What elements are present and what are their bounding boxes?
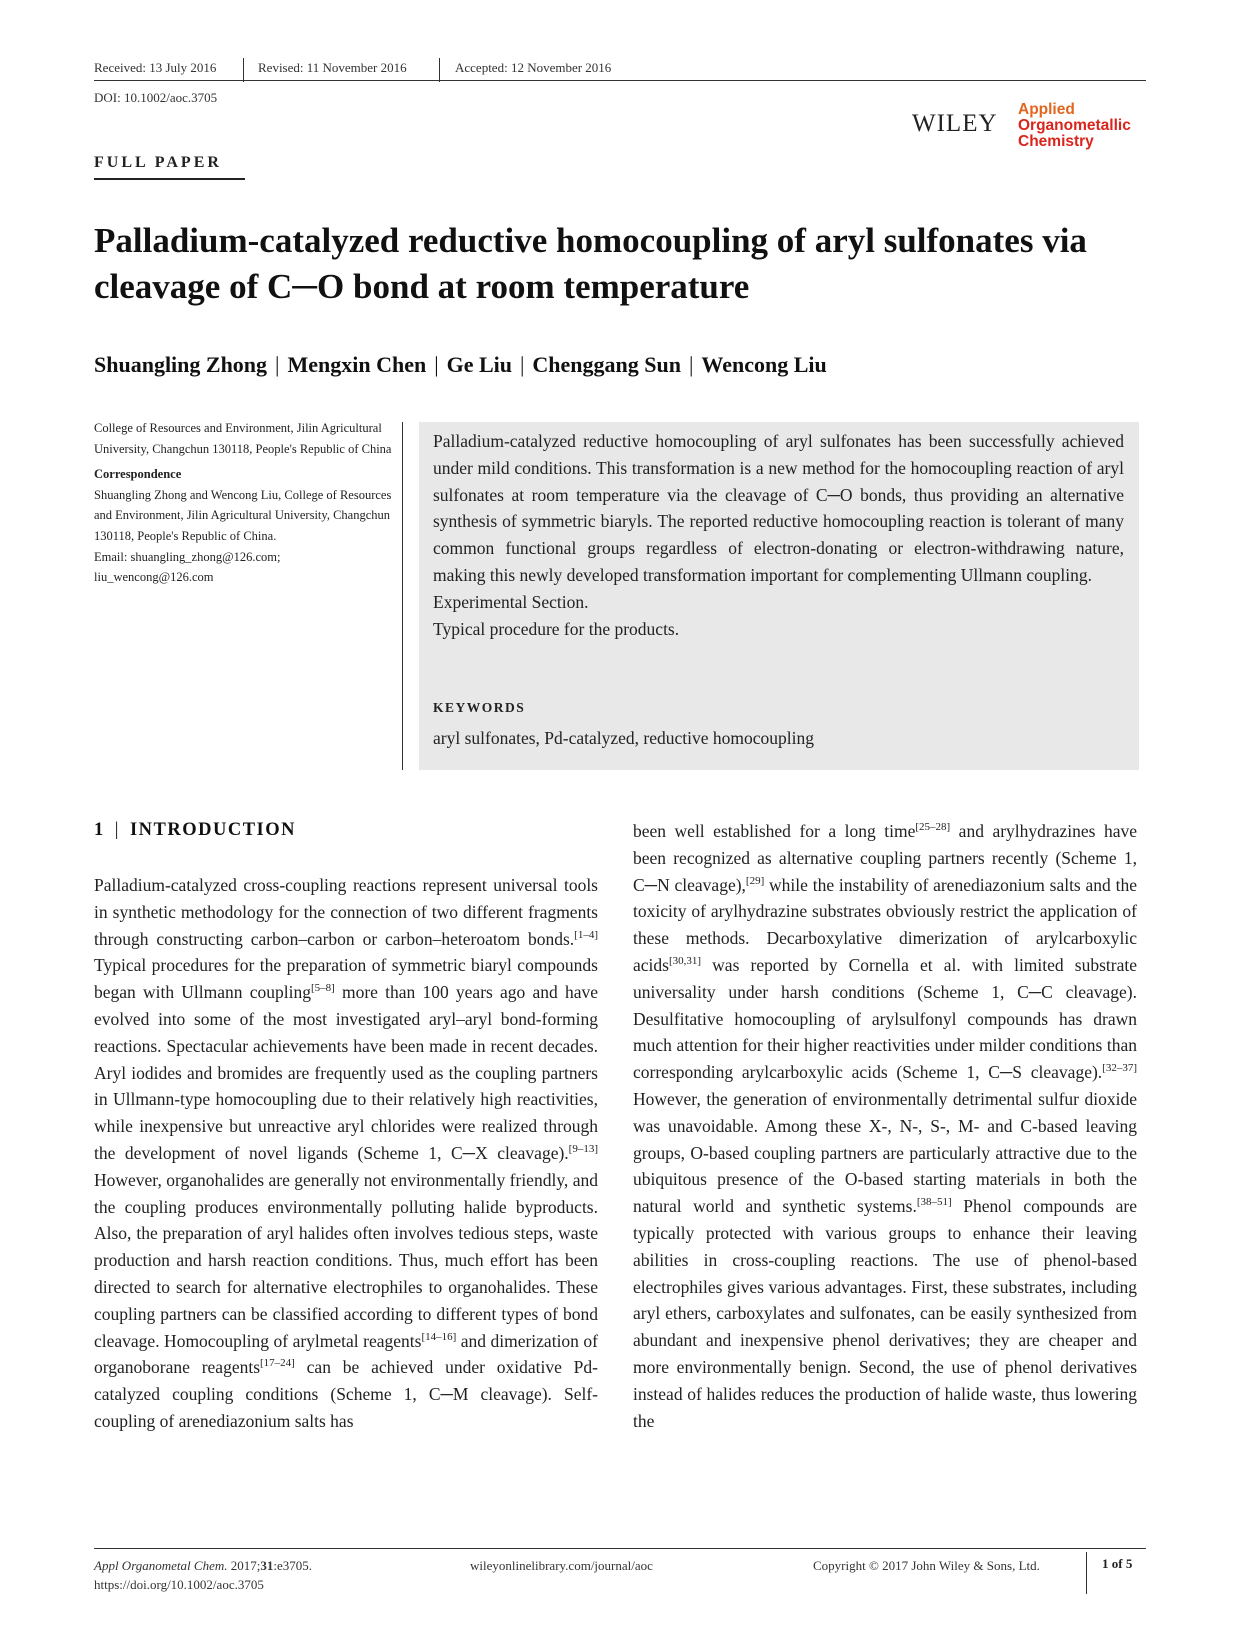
- header-divider: [243, 58, 244, 82]
- author: Shuangling Zhong: [94, 352, 268, 377]
- citation: [38–51]: [916, 1196, 952, 1209]
- institution: College of Resources and Environment, Jilin Agricultural University, Changchun 130118, People's Republic of China: [94, 421, 392, 456]
- citation: [17–24]: [260, 1357, 295, 1370]
- correspondence-address: Shuangling Zhong and Wencong Liu, College of Resources and Environment, Jilin Agricultural University, Changchun 130118, People's Republic of China.: [94, 487, 392, 543]
- abstract-text: Palladium-catalyzed reductive homocoupling of aryl sulfonates has been successfully achieved under mild conditions. This transformation is a new method for the homocoupling reaction of aryl sulfonates at room temperature via the cleavage of C─O bonds, thus providing an alternative synthesis of symmetric biaryls. The reported reductive homocoupling reaction is tolerant of many common functional groups regardless of electron-donating or electron-withdrawing nature, making this newly developed transformation important for complementing Ullmann coupling.: [433, 431, 1124, 585]
- author: Ge Liu: [446, 352, 513, 377]
- paragraph: been well established for a long time[25–28] and arylhydrazines have been recognized as alternative coupling partners recently (Scheme 1, C─N cleavage),[29] while the instability of arenediazonium salts and the toxicity of arylhydrazine substrates obviously restrict the application of these methods. Decarboxylative dimerization of arylcarboxylic acids[30,31] was reported by Cornella et al. with limited substrate universality under harsh conditions (Scheme 1, C─C cleavage). Desulfitative homocoupling of arylsulfonyl compounds has drawn much attention for their higher reactivities under milder conditions than corresponding arylcarboxylic acids (Scheme 1, C─S cleavage).[32–37] However, the generation of environmentally detrimental sulfur dioxide was unavoidable. Among these X-, N-, S-, M- and C-based leaving groups, O-based coupling partners are particularly attractive due to the ubiquitous presence of the O-based starting materials in both the natural world and synthetic systems.[38–51] Phenol compounds are typically protected with various groups to enhance their leaving abilities in cross-coupling reactions. The use of phenol-based electrophiles gives various advantages. First, these substrates, including aryl ethers, carboxylates and sulfonates, can be easily synthesized from abundant and inexpensive phenol derivatives; they are cheaper and more environmentally benign. Second, the use of phenol derivatives instead of halides reduces the production of halide waste, thus lowering the: [633, 821, 1137, 1431]
- revised-date: Revised: 11 November 2016: [258, 60, 407, 75]
- section-number: 1: [94, 820, 105, 840]
- footer-volume: 31: [260, 1558, 274, 1573]
- citation: [1–4]: [574, 928, 598, 941]
- footer-divider: [1086, 1552, 1087, 1594]
- article-type: FULL PAPER: [94, 154, 222, 171]
- header-rule: [94, 80, 1146, 81]
- abstract-procedure: Typical procedure for the products.: [433, 618, 680, 639]
- citation: [25–28]: [915, 821, 951, 834]
- journal-logo-line2: Organometallic: [1018, 117, 1131, 134]
- abstract: [433, 428, 1124, 642]
- body-column-left: [94, 872, 598, 1435]
- keywords: aryl sulfonates, Pd-catalyzed, reductive homocoupling: [433, 728, 814, 748]
- article-type-underline: [94, 178, 245, 180]
- footer-doi-link[interactable]: https://doi.org/10.1002/aoc.3705: [94, 1577, 264, 1592]
- journal-logo-line3: Chemistry: [1018, 133, 1094, 150]
- author: Mengxin Chen: [287, 352, 427, 377]
- column-divider: [402, 422, 403, 770]
- publisher-logo: WILEY: [912, 110, 998, 137]
- abstract-experimental: Experimental Section.: [433, 591, 589, 612]
- footer-copyright: Copyright © 2017 John Wiley & Sons, Ltd.: [813, 1558, 1040, 1573]
- accepted-date: Accepted: 12 November 2016: [455, 60, 612, 75]
- article-title: Palladium-catalyzed reductive homocoupling of aryl sulfonates via cleavage of C─O bond at room temperature: [94, 221, 1087, 306]
- footer-rule: [94, 1548, 1146, 1549]
- citation: [32–37]: [1102, 1062, 1137, 1075]
- footer-website-link[interactable]: wileyonlinelibrary.com/journal/aoc: [470, 1558, 653, 1573]
- doi: DOI: 10.1002/aoc.3705: [94, 90, 218, 105]
- section-heading: 1 | INTRODUCTION: [94, 820, 296, 840]
- author: Wencong Liu: [701, 352, 827, 377]
- keywords-heading: KEYWORDS: [433, 700, 526, 715]
- section-title: INTRODUCTION: [129, 820, 296, 840]
- affiliation-panel: [94, 418, 394, 593]
- correspondence-email: Email: shuangling_zhong@126.com; liu_wencong@126.com: [94, 549, 281, 585]
- journal-logo-line1: Applied: [1018, 101, 1075, 118]
- author: Chenggang Sun: [532, 352, 681, 377]
- citation: [30,31]: [668, 955, 702, 968]
- header-divider: [439, 58, 440, 82]
- author-list: Shuangling Zhong | Mengxin Chen | Ge Liu | Chenggang Sun | Wencong Liu: [94, 352, 827, 377]
- page-number: 1 of 5: [1102, 1556, 1133, 1571]
- body-column-right: [633, 818, 1137, 1434]
- footer-journal: Appl Organometal Chem.: [94, 1558, 228, 1573]
- received-date: Received: 13 July 2016: [94, 60, 217, 75]
- citation: [5–8]: [310, 982, 335, 995]
- citation: [9–13]: [568, 1143, 598, 1156]
- citation: [14–16]: [421, 1330, 457, 1343]
- citation: [29]: [745, 874, 765, 887]
- journal-logo: [1018, 102, 1131, 150]
- paragraph: Palladium-catalyzed cross-coupling reactions represent universal tools in synthetic methodology for the connection of two different fragments through constructing carbon–carbon or carbon–heteroatom bonds.[1–4] Typical procedures for the preparation of symmetric biaryl compounds began with Ullmann coupling[5–8] more than 100 years ago and have evolved into some of the most investigated aryl–aryl bond-forming reactions. Spectacular achievements have been made in recent decades. Aryl iodides and bromides are frequently used as the coupling partners in Ullmann-type homocoupling due to their relatively high reactivities, while inexpensive but unreactive aryl chlorides were realized through the development of novel ligands (Scheme 1, C─X cleavage).[9–13] However, organohalides are generally not environmentally friendly, and the coupling produces environmentally polluting halide byproducts. Also, the preparation of aryl halides often involves tedious steps, waste production and harsh reaction conditions. Thus, much effort has been directed to search for alternative electrophiles to organohalides. These coupling partners can be classified according to different types of bond cleavage. Homocoupling of arylmetal reagents[14–16] and dimerization of organoborane reagents[17–24] can be achieved under oxidative Pd-catalyzed coupling conditions (Scheme 1, C─M cleavage). Self-coupling of arenediazonium salts has: [94, 875, 598, 1431]
- correspondence-heading: Correspondence: [94, 467, 182, 482]
- footer-citation: Appl Organometal Chem. 2017;31:e3705. https://doi.org/10.1002/aoc.3705: [94, 1558, 312, 1592]
